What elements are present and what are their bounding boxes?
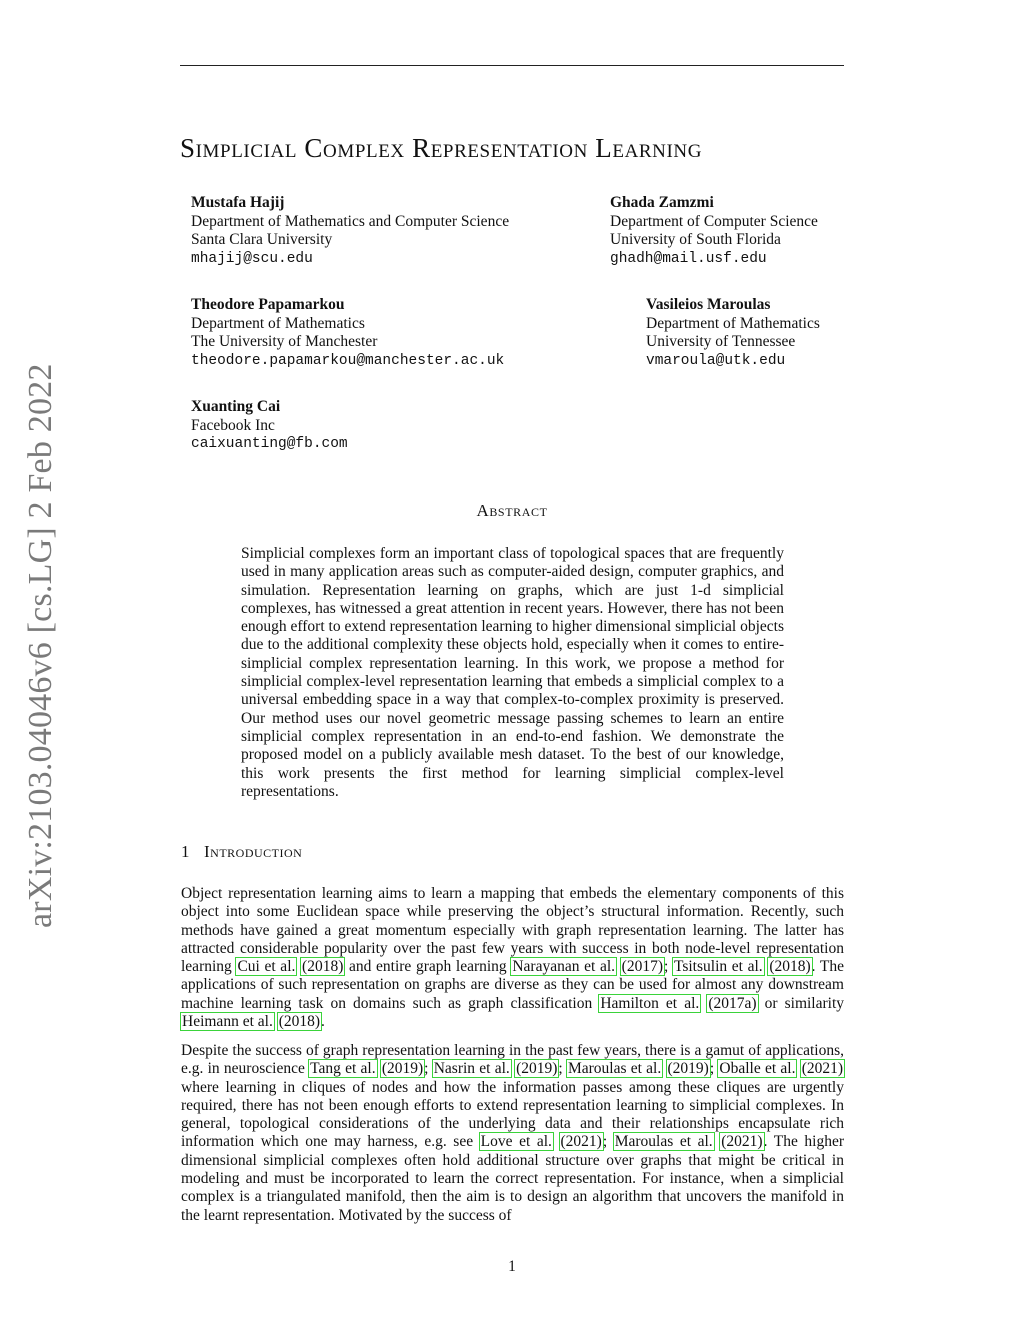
section-heading — [181, 842, 302, 862]
citation-link[interactable]: Nasrin et al. — [433, 1060, 510, 1078]
author-block-1 — [191, 194, 509, 268]
author-block-3 — [191, 296, 504, 370]
paragraph-text: Despite the success of graph representation learning in the past few years, there is a gamut of applications, e.g. in neuroscience — [181, 1042, 844, 1078]
section-number: 1 — [181, 842, 190, 861]
abstract-heading: Abstract — [476, 501, 548, 520]
paragraph-text: ; — [664, 958, 673, 976]
author-name: Theodore Papamarkou — [191, 296, 345, 313]
author-email[interactable]: theodore.papamarkou@manchester.ac.uk — [191, 352, 505, 369]
page-number: 1 — [508, 1258, 516, 1275]
citation-link[interactable]: Love et al. — [480, 1133, 552, 1151]
intro-paragraph-2 — [181, 1042, 844, 1225]
top-rule — [180, 65, 844, 66]
author-email[interactable]: caixuanting@fb.com — [191, 436, 348, 452]
author-org: University of South Florida — [610, 231, 781, 248]
author-block-5 — [191, 398, 348, 454]
paragraph-text: ; — [558, 1060, 567, 1078]
paragraph-text: where learning in cliques of nodes and how the information passes among these cliques are urgently required, there has not been enough efforts to extend representation learning to simplicial complexes. In general, topological considerations of the underlying data and their relationships encapsulate rich information which one may harness, e.g. see — [181, 1078, 844, 1151]
citation-year-link[interactable]: (2021) — [801, 1060, 844, 1078]
citation-link[interactable]: Maroulas et al. — [567, 1060, 662, 1078]
author-block-4 — [646, 296, 820, 370]
citation-year-link[interactable]: (2019) — [381, 1060, 424, 1078]
citation-link[interactable]: Tang et al. — [310, 1060, 376, 1078]
paper-title: Simplicial Complex Representation Learning — [180, 133, 703, 163]
citation-year-link[interactable]: (2018) — [769, 958, 811, 976]
paragraph-text: . The higher dimensional simplicial complexes often hold additional structure over graphs that might be critical in modeling and must be incorporated to learn the correct representation. For instance, when a simplicial complex is a triangulated manifold, then the aim is to design an algorithm that uncovers the manifold in the learnt representation. Motivated by the success of — [181, 1133, 844, 1224]
author-dept: Facebook Inc — [191, 416, 275, 434]
citation-year-link[interactable]: (2021) — [560, 1133, 602, 1151]
author-block-2 — [610, 194, 818, 268]
author-name: Xuanting Cai — [191, 398, 281, 415]
author-dept: Department of Mathematics — [191, 314, 365, 332]
author-dept: Department of Computer Science — [610, 212, 818, 230]
citation-link[interactable]: Narayanan et al. — [512, 958, 616, 976]
section-title: Introduction — [204, 842, 303, 861]
citation-year-link[interactable]: (2017a) — [708, 994, 757, 1012]
author-name: Ghada Zamzmi — [610, 194, 714, 211]
paragraph-text: ; — [424, 1060, 433, 1078]
citation-link[interactable]: Maroulas et al. — [614, 1133, 713, 1151]
author-dept: Department of Mathematics — [646, 314, 820, 332]
citation-link[interactable]: Oballe et al. — [719, 1060, 796, 1078]
citation-link[interactable]: Cui et al. — [237, 958, 296, 976]
paragraph-text: Object representation learning aims to learn a mapping that embeds the elementary components of this object into some Euclidean space while preserving the object’s structural information. Recently, such methods have gained a great momentum especially with graph representation learning. The latter has attracted considerable popularity over the past few years with success in both node-level representation learning — [181, 885, 844, 976]
author-email[interactable]: mhajij@scu.edu — [191, 250, 313, 267]
abstract-text: Simplicial complexes form an important class of topological spaces that are frequently used in many application areas such as computer-aided design, computer graphics, and simulation. Representation learning on graphs, which are just 1-d simplicial complexes, has witnessed a great attention in recent years. However, there has not been enough effort to extend representation learning to higher dimensional simplicial objects due to the additional complexity these objects hold, especially when it comes to entire-simplicial complex representation learning. In this work, we propose a method for simplicial complex-level representation learning that embeds a simplicial complex to a universal embedding space in a way that complex-to-complex proximity is preserved. Our method uses our novel geometric message passing schemes to learn an entire simplicial complex representation in an end-to-end fashion. We demonstrate the proposed model on a publicly available mesh dataset. To the best of our knowledge, this work presents the first method for learning simplicial complex-level representations. — [241, 545, 784, 800]
citation-year-link[interactable]: (2019) — [667, 1060, 709, 1078]
citation-year-link[interactable]: (2018) — [302, 958, 344, 976]
author-org: University of Tennessee — [646, 333, 796, 350]
author-org: Santa Clara University — [191, 231, 333, 248]
author-email[interactable]: vmaroula@utk.edu — [646, 352, 786, 369]
intro-paragraph-1 — [181, 885, 844, 1031]
paragraph-text: . — [321, 1013, 325, 1031]
paragraph-text: ; — [602, 1133, 614, 1151]
author-org: The University of Manchester — [191, 333, 378, 350]
paragraph-text: or similarity — [757, 994, 845, 1012]
citation-link[interactable]: Tsitsulin et al. — [673, 958, 763, 976]
author-name: Mustafa Hajij — [191, 194, 285, 211]
paragraph-text: . The applications of such representation on graphs are diverse as they can be used for almost any downstream machine learning task on domains such as graph classification — [181, 958, 844, 1012]
citation-link[interactable]: Hamilton et al. — [600, 994, 700, 1012]
author-dept: Department of Mathematics and Computer Science — [191, 212, 510, 230]
citation-year-link[interactable]: (2021) — [721, 1133, 763, 1151]
citation-year-link[interactable]: (2019) — [516, 1060, 558, 1078]
author-name: Vasileios Maroulas — [646, 296, 771, 313]
paragraph-text: and entire graph learning — [344, 958, 512, 976]
citation-year-link[interactable]: (2018) — [278, 1013, 321, 1031]
citation-link[interactable]: Heimann et al. — [182, 1013, 273, 1031]
paragraph-text: ; — [709, 1060, 719, 1078]
citation-year-link[interactable]: (2017) — [621, 958, 663, 976]
arxiv-side-identifier: arXiv:2103.04046v6 [cs.LG] 2 Feb 2022 — [22, 363, 59, 928]
author-email[interactable]: ghadh@mail.usf.edu — [610, 250, 767, 267]
